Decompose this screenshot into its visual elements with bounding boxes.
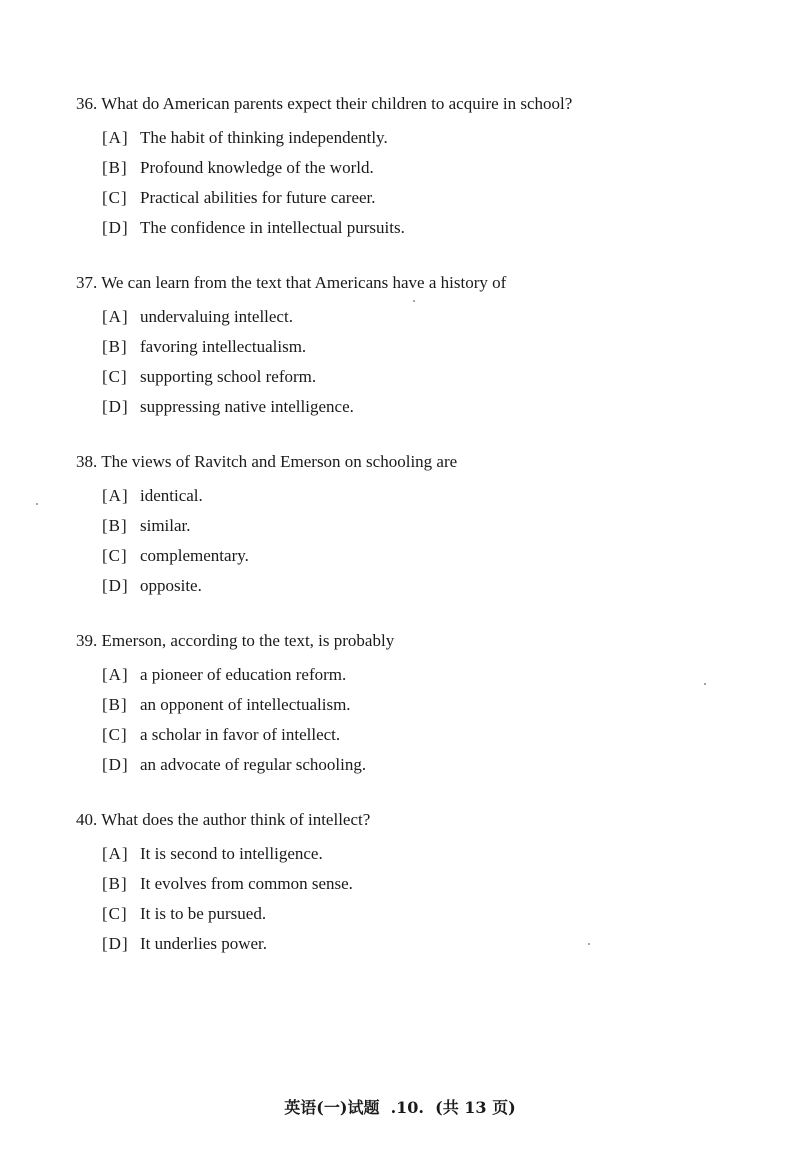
question-text: Emerson, according to the text, is probably bbox=[101, 631, 395, 650]
option-letter: [B] bbox=[102, 516, 128, 535]
option-letter: [B] bbox=[102, 158, 128, 177]
option-text: The habit of thinking independently. bbox=[140, 128, 388, 147]
footer-page-number: .10. bbox=[390, 1098, 424, 1117]
option-a bbox=[102, 302, 756, 332]
question-38 bbox=[76, 451, 756, 601]
footer-total-pages: (共 13 页) bbox=[435, 1098, 516, 1117]
option-a bbox=[102, 660, 756, 690]
question-40 bbox=[76, 809, 756, 959]
question-text: What do American parents expect their children to acquire in school? bbox=[101, 94, 573, 113]
option-letter: [C] bbox=[102, 188, 128, 207]
option-text: a scholar in favor of intellect. bbox=[140, 725, 341, 744]
option-text: It is second to intelligence. bbox=[140, 844, 323, 863]
option-d bbox=[102, 571, 756, 601]
option-letter: [B] bbox=[102, 874, 128, 893]
option-b bbox=[102, 332, 756, 362]
question-text: The views of Ravitch and Emerson on schooling are bbox=[101, 452, 458, 471]
question-stem bbox=[76, 272, 756, 294]
option-text: favoring intellectualism. bbox=[140, 337, 307, 356]
option-text: The confidence in intellectual pursuits. bbox=[140, 218, 405, 237]
option-b bbox=[102, 690, 756, 720]
option-b bbox=[102, 869, 756, 899]
option-list bbox=[76, 481, 756, 601]
option-text: a pioneer of education reform. bbox=[140, 665, 347, 684]
footer-subject: 英语(一)试题 bbox=[284, 1098, 380, 1117]
question-stem bbox=[76, 630, 756, 652]
option-letter: [D] bbox=[102, 397, 129, 416]
option-a bbox=[102, 123, 756, 153]
option-d bbox=[102, 213, 756, 243]
option-text: an opponent of intellectualism. bbox=[140, 695, 351, 714]
option-c bbox=[102, 720, 756, 750]
option-letter: [A] bbox=[102, 665, 129, 684]
option-c bbox=[102, 362, 756, 392]
question-text: What does the author think of intellect? bbox=[101, 810, 371, 829]
option-letter: [B] bbox=[102, 695, 128, 714]
option-letter: [A] bbox=[102, 844, 129, 863]
option-letter: [C] bbox=[102, 904, 128, 923]
option-text: complementary. bbox=[140, 546, 249, 565]
option-letter: [D] bbox=[102, 218, 129, 237]
question-number: 40. bbox=[76, 810, 98, 829]
option-text: identical. bbox=[140, 486, 203, 505]
question-37 bbox=[76, 272, 756, 422]
scan-speck bbox=[588, 943, 590, 945]
option-text: similar. bbox=[140, 516, 191, 535]
option-list bbox=[76, 660, 756, 780]
question-number: 36. bbox=[76, 94, 98, 113]
option-letter: [C] bbox=[102, 725, 128, 744]
option-text: undervaluing intellect. bbox=[140, 307, 293, 326]
question-stem bbox=[76, 809, 756, 831]
option-text: suppressing native intelligence. bbox=[140, 397, 354, 416]
option-letter: [B] bbox=[102, 337, 128, 356]
option-d bbox=[102, 929, 756, 959]
question-number: 37. bbox=[76, 273, 98, 292]
option-letter: [C] bbox=[102, 367, 128, 386]
question-36 bbox=[76, 93, 756, 243]
option-letter: [A] bbox=[102, 128, 129, 147]
option-list bbox=[76, 302, 756, 422]
option-text: It evolves from common sense. bbox=[140, 874, 353, 893]
option-c bbox=[102, 899, 756, 929]
option-a bbox=[102, 481, 756, 511]
option-b bbox=[102, 153, 756, 183]
page-footer bbox=[0, 1095, 800, 1118]
option-letter: [D] bbox=[102, 576, 129, 595]
question-number: 39. bbox=[76, 631, 98, 650]
option-letter: [D] bbox=[102, 934, 129, 953]
scan-speck bbox=[413, 300, 415, 302]
option-text: It underlies power. bbox=[140, 934, 267, 953]
question-text: We can learn from the text that Americans have a history of bbox=[101, 273, 507, 292]
option-text: supporting school reform. bbox=[140, 367, 317, 386]
option-d bbox=[102, 750, 756, 780]
scan-speck bbox=[36, 503, 38, 505]
option-letter: [A] bbox=[102, 307, 129, 326]
option-c bbox=[102, 183, 756, 213]
option-list bbox=[76, 839, 756, 959]
option-letter: [C] bbox=[102, 546, 128, 565]
option-text: Practical abilities for future career. bbox=[140, 188, 376, 207]
scan-speck bbox=[704, 683, 706, 685]
option-text: Profound knowledge of the world. bbox=[140, 158, 374, 177]
option-letter: [D] bbox=[102, 755, 129, 774]
option-list bbox=[76, 123, 756, 243]
option-text: It is to be pursued. bbox=[140, 904, 267, 923]
question-number: 38. bbox=[76, 452, 98, 471]
option-c bbox=[102, 541, 756, 571]
question-39 bbox=[76, 630, 756, 780]
option-text: an advocate of regular schooling. bbox=[140, 755, 367, 774]
question-stem bbox=[76, 93, 756, 115]
option-d bbox=[102, 392, 756, 422]
option-letter: [A] bbox=[102, 486, 129, 505]
option-text: opposite. bbox=[140, 576, 202, 595]
question-stem bbox=[76, 451, 756, 473]
option-a bbox=[102, 839, 756, 869]
option-b bbox=[102, 511, 756, 541]
